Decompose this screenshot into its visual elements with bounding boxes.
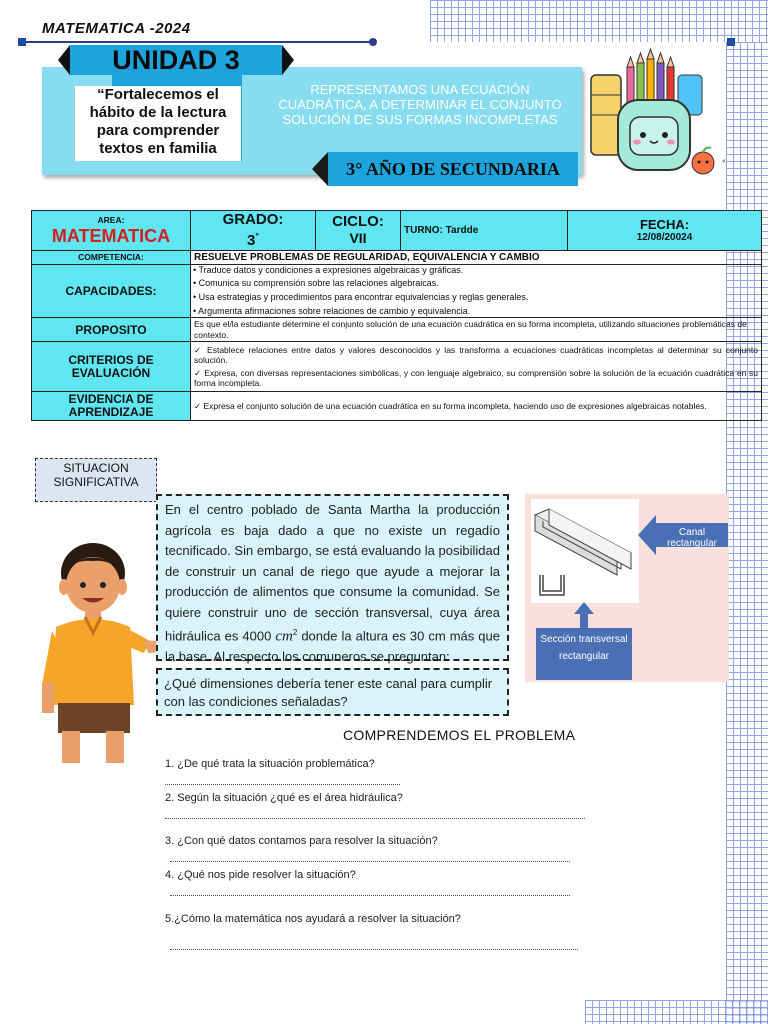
answer-line-1[interactable]	[165, 778, 400, 785]
answer-line-2[interactable]	[165, 812, 585, 819]
grade-ribbon: 3° AÑO DE SECUNDARIA	[328, 152, 578, 186]
question-3: 3. ¿Con qué datos contamos para resolver la situación?	[165, 835, 438, 847]
answer-line-3[interactable]	[170, 855, 570, 862]
comprehension-title: COMPRENDEMOS EL PROBLEMA	[343, 727, 576, 743]
grado-value: 3	[247, 232, 256, 249]
turno-value: Tardde	[445, 225, 479, 236]
situation-story: En el centro poblado de Santa Martha la producción agrícola es baja dado a que no existe un regadío tecnificado. Sin embargo, se está evaluando la posibilidad de construir un canal de riego que ayude a mejorar la producción de alimentos que consume la comunidad. Se quiere construir uno de sección transversal, cuya área hidráulica es 4000 $cm^2$ donde la altura es 30 cm más que la base. Al respecto los comuneros se preguntan:	[156, 494, 509, 661]
answer-line-4[interactable]	[170, 889, 570, 896]
boy-pointing-illustration	[38, 535, 173, 767]
criterios-list	[191, 342, 762, 392]
fecha-cell	[568, 211, 762, 251]
fecha-value: 12/08/20024	[636, 232, 693, 243]
competencia-value: RESUELVE PROBLEMAS DE REGULARIDAD, EQUIVALENCIA Y CAMBIO	[191, 251, 762, 265]
area-cell	[32, 211, 191, 251]
banner-faded-text: REPRESENTAMOS UNA ECUACIÓN CUADRÁTICA, A DETERMINAR EL CONJUNTO SOLUCIÓN DE SUS FORMAS INCOMPLETAS	[278, 82, 562, 127]
question-1: 1. ¿De qué trata la situación problemática?	[165, 758, 375, 770]
school-supplies-illustration	[583, 45, 723, 185]
section-label: Sección transversal rectangular	[536, 628, 632, 680]
unit-title: UNIDAD 3	[70, 45, 282, 75]
rule-end-dot	[369, 38, 377, 46]
capacidad-item: • Usa estrategias y procedimientos para encontrar equivalencias y reglas generales.	[193, 292, 529, 302]
competencia-label: COMPETENCIA:	[32, 251, 191, 265]
area-value: MATEMATICA	[51, 225, 171, 246]
arrow-up-icon	[574, 602, 594, 630]
answer-line-5[interactable]	[170, 943, 578, 950]
grid-background-right	[726, 42, 768, 1024]
capacidad-item: • Argumenta afirmaciones sobre relaciones de cambio y equivalencia.	[193, 306, 471, 316]
canal-label: Canal rectangular	[666, 527, 718, 549]
ciclo-cell	[316, 211, 401, 251]
banner-quote: “Fortalecemos el hábito de la lectura para comprender textos en familia	[75, 86, 241, 161]
criterios-label: CRITERIOS DE EVALUACIÓN	[32, 342, 191, 392]
turno-label: TURNO:	[404, 225, 443, 236]
capacidad-item: • Traduce datos y condiciones a expresiones algebraicas y gráficas.	[193, 265, 464, 275]
area-unit: cm	[275, 628, 293, 645]
grado-suffix: °	[255, 231, 259, 241]
capacidades-label: CAPACIDADES:	[32, 265, 191, 318]
evidencia-label: EVIDENCIA DE APRENDIZAJE	[32, 392, 191, 421]
rule-end-square	[18, 38, 26, 46]
turno-cell	[401, 211, 568, 251]
grid-background-top	[430, 0, 768, 42]
grid-background-bottom	[585, 1000, 768, 1024]
capacidad-item: • Comunica su comprensión sobre las relaciones algebraicas.	[193, 278, 439, 288]
proposito-value: Es que el/la estudiante determine el conjunto solución de una ecuación cuadrática en su forma incompleta, utilizando situaciones problemáticas de contexto.	[191, 318, 762, 342]
grado-cell	[191, 211, 316, 251]
area-unit-exponent: 2	[292, 628, 298, 637]
corner-square	[727, 38, 735, 46]
rectangular-canal-drawing	[531, 499, 639, 603]
question-5: 5.¿Cómo la matemática nos ayudará a resolver la situación?	[165, 913, 461, 925]
ciclo-value: VII	[349, 230, 367, 246]
lesson-info-table	[31, 210, 762, 421]
situation-question: ¿Qué dimensiones debería tener este canal para cumplir con las condiciones señaladas?	[156, 668, 509, 716]
criterio-item: ✓ Expresa, con diversas representaciones simbólicas, y con lenguaje algebraico, su comprensión sobre la solución de la ecuación cuadrática en su forma incompleta.	[194, 367, 758, 388]
page-header-title: MATEMATICA -2024	[42, 20, 191, 37]
situation-label: SITUACION SIGNIFICATIVA	[35, 458, 157, 502]
question-4: 4. ¿Qué nos pide resolver la situación?	[165, 869, 356, 881]
evidencia-value: ✓ Expresa el conjunto solución de una ecuación cuadrática en su forma incompleta, haciendo uso de expresiones algebraicas notables.	[191, 392, 762, 421]
proposito-label: PROPOSITO	[32, 318, 191, 342]
area-label: AREA:	[97, 215, 125, 226]
criterio-item: ✓ Establece relaciones entre datos y valores desconocidos y las transforma a ecuaciones cuadráticas incompletas al determinar su conjunto solución.	[194, 344, 758, 365]
fecha-label: FECHA:	[639, 217, 690, 232]
header-rule	[20, 41, 374, 43]
capacidades-list	[191, 265, 762, 318]
question-2: 2. Según la situación ¿qué es el área hidráulica?	[165, 792, 403, 804]
ciclo-label: CICLO:	[332, 213, 384, 230]
grado-label: GRADO:	[222, 211, 284, 228]
side-mark: «	[722, 158, 726, 165]
